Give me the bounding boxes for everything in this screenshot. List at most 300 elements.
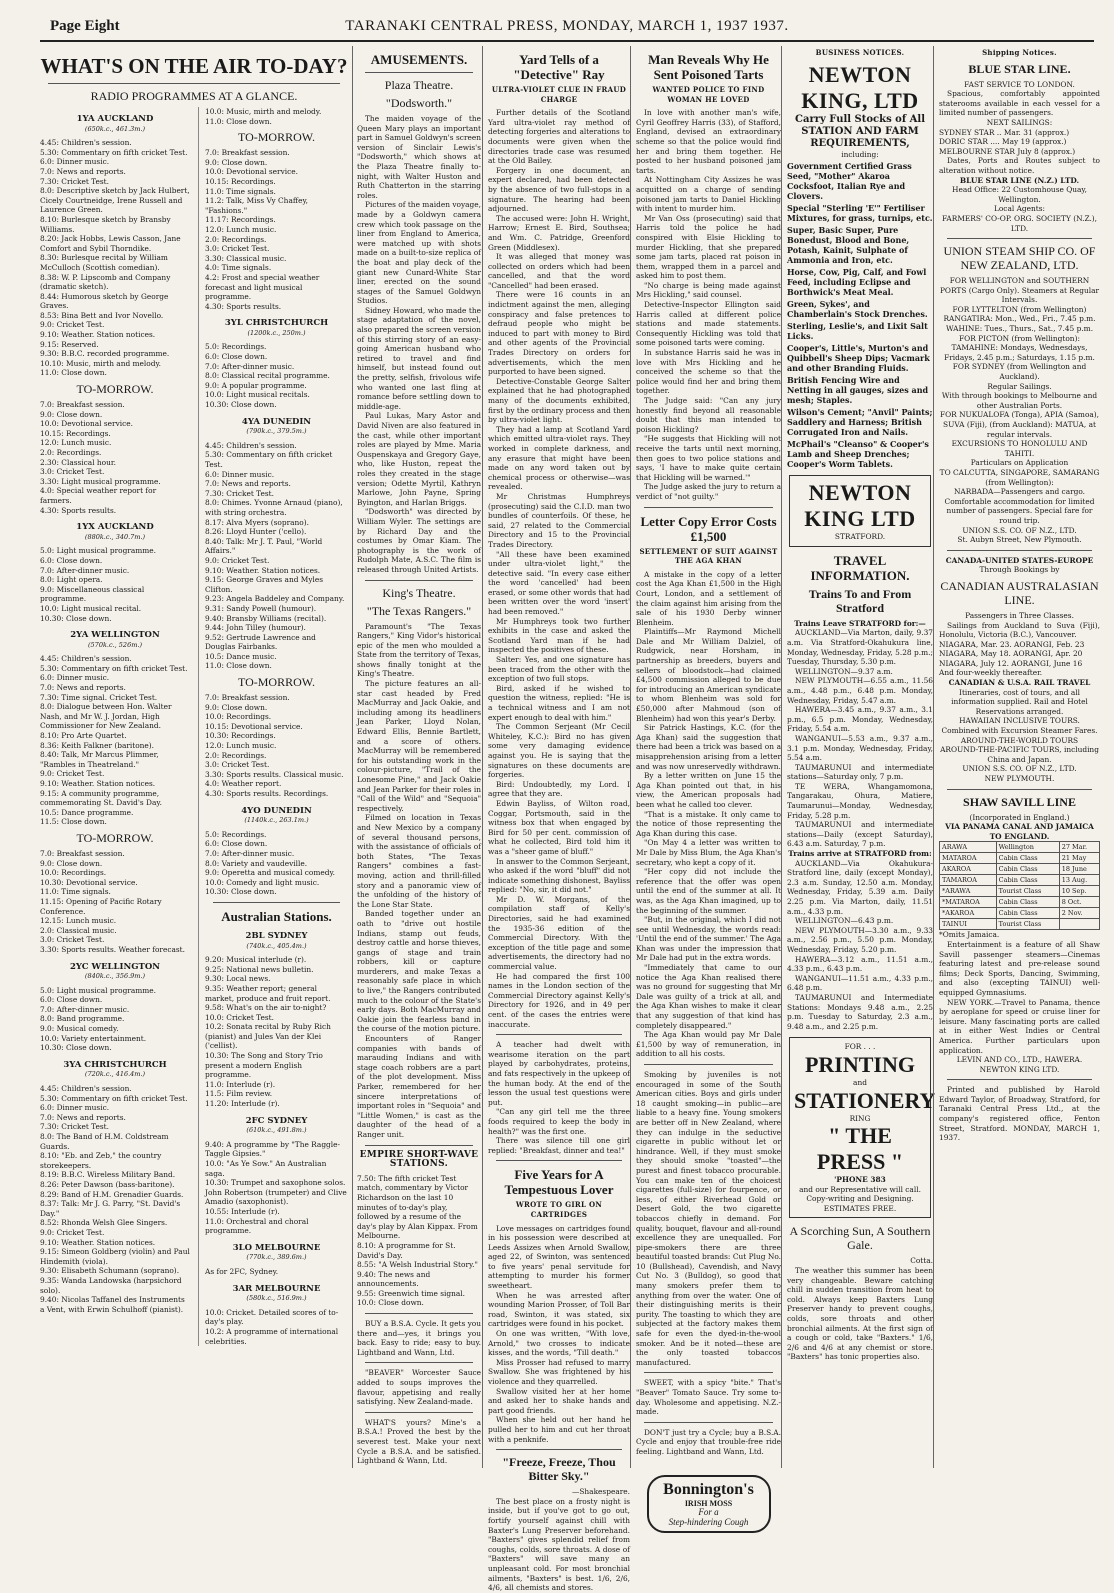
- ship-row: [940, 842, 1100, 853]
- ship-cell: 18 June: [1059, 864, 1099, 875]
- radio-left-column: [40, 107, 190, 1346]
- station-name: 3YA CHRISTCHURCH: [63, 1059, 167, 1070]
- divider: [644, 1422, 773, 1423]
- radio-subheading: RADIO PROGRAMMES AT A GLANCE.: [90, 89, 298, 103]
- programme-item: 10.0: Light musical recitals.: [205, 390, 310, 400]
- lyttelton-line: RANGATIRA: Mon., Wed., Fri., 7.45 p.m.: [943, 314, 1096, 324]
- programme-item: 9.40: A programme by "The Raggle-Taggle Gipsies.": [205, 1139, 341, 1159]
- article-paragraph: "All these have been examined under ultra-violet light," the detective said. "In every case either the word 'cancelled' had been erased, or some other words that had been written over the word 'insert' had been removed.": [488, 549, 630, 617]
- newton-king-item: McPhail's "Cleanso" & Cooper's Lamb and Sheep Drenches; Cooper's Worm Tablets.: [787, 439, 929, 470]
- tomorrow-heading: TO-MORROW.: [76, 830, 154, 845]
- programme-item: 9.40: Nicolas Taffanel des Instruments a Vent, with Erwin Schulhoff (pianist).: [40, 1295, 185, 1314]
- article-paragraph: Sir Patrick Hastings, K.C. (for the Aga Khan) said the suggestion that there had been a trick was based on a misapprehension arising from a letter and was now unreservedly withdrawn.: [636, 723, 781, 771]
- programme-item: 9.0: Operetta and musical comedy.: [205, 868, 336, 878]
- train-entry: WELLINGTON—9.37 a.m.: [795, 666, 893, 676]
- shortwave-item: 9.40: The news and announcements.: [357, 1269, 431, 1289]
- divider: [947, 789, 1092, 790]
- programme-item: 8.26: Lloyd Hunter ('cello).: [205, 527, 307, 537]
- programme-item: 10.15: Recordings.: [40, 428, 111, 438]
- programme-item: 11.20: Interlude (r).: [205, 1099, 280, 1109]
- articles-column-2: [630, 46, 782, 1527]
- article-paragraph: Swallow visited her at her home and asked her to shake hands and part good friends.: [488, 1386, 630, 1415]
- programme-item: 8.29: Band of H.M. Grenadier Guards.: [40, 1189, 184, 1199]
- sun-text: The weather this summer has been very changeable. Beware catching chill in sudden transition from heat to cold. Always keep Baxters Lung Preserver handy to prevent coughs, colds, sore throats and other bronchial ailments. At the first sign of a cough or cold, take "Baxters." 1/6, 2/6 and 4/6 at any chemist or store. "Baxters" has tonic properties also.: [787, 1266, 933, 1362]
- sydney-line: Regular Sailings.: [987, 381, 1052, 391]
- ship-cell: 10 Sep.: [1059, 886, 1099, 897]
- classified-ad: BUY a B.S.A. Cycle. It gets you there and—yes, it brings you back. Easy to ride; easy to buy. Lightband and Wann, Ltd.: [357, 1319, 481, 1357]
- article-paragraph: When he was arrested after wounding Marion Prosser, of Toll Bar road, Swinton, it was stated, six cartridges were found in his pocket.: [488, 1290, 630, 1329]
- bonningtons-ad: [647, 1475, 771, 1534]
- programme-item: 3.30: Sports results. Weather forecast.: [40, 944, 185, 954]
- newton-king-item: Wilson's Cement; "Anvil" Paints; Saddlery and Harness; British Corrugated Iron and Nails.: [787, 407, 933, 438]
- business-column: [781, 46, 936, 1468]
- station-name: 1YA AUCKLAND: [76, 114, 154, 124]
- ship-cell: *AKAROA: [940, 908, 997, 919]
- radio-subcolumns: [40, 107, 348, 1346]
- niagara-line: NIAGARA, July 12. AORANGI, June 16: [939, 658, 1083, 668]
- programme-item: 3.0: Cricket Test.: [205, 244, 270, 254]
- kings-heading: King's Theatre.: [382, 585, 456, 600]
- train-entry: TAUMARUNUI and Intermediate Stations: Mondays 9.48 a.m., 2.25 p.m. Tuesday to Saturday, 2.3 a.m., 9.48 a.m., and 2.25 p.m.: [787, 992, 933, 1031]
- programme-item: 9.15: George Graves and Myles Clifton.: [205, 575, 324, 594]
- letter-article: [636, 570, 781, 1059]
- sun-attribution: Cotta.: [910, 1256, 933, 1266]
- train-entry: WANGANUI—5.53 a.m., 9.37 a.m., 3.1 p.m. Monday, Wednesday, Friday, 5.54 a.m.: [787, 733, 933, 763]
- niagara-list: [939, 640, 1100, 678]
- yard-subhead: ULTRA-VIOLET CLUE IN FRAUD CHARGE: [491, 85, 627, 104]
- station-frequency: (880k.c., 340.7m.): [84, 532, 146, 541]
- article-paragraph: Miss Prosser had refused to marry Swallow. She was frightened by his violence and they quarrelled.: [488, 1357, 630, 1386]
- programme-item: 4.30: Sports results.: [40, 505, 117, 515]
- programme-item: 10.30: Recordings.: [205, 731, 276, 741]
- divider: [644, 507, 773, 508]
- entertainment-text: Entertainment is a feature of all Shaw Savill passenger steamers—Cinemas featuring latest and pre-release sound films; Deck Sports, Dancing, Swimming, and also (excepting TAINUI) well-equipped Gymnasiums.: [939, 939, 1100, 997]
- shortwave-item: 9.55: Greenwich time signal.: [357, 1288, 466, 1298]
- programme-item: 4.45: Children's session.: [40, 654, 132, 664]
- newton-king-item: Super, Basic Super, Pure Bonedust, Blood and Bone, Potash, Kainit, Sulphate of Ammonia and Iron, etc.: [787, 225, 910, 266]
- programme-item: 9.10: Weather. Station notices.: [40, 330, 156, 340]
- article-paragraph: Mr D. W. Morgans, of the compilation staff of Kelly's Directories, said he had examined the 1935-36 edition of the Commercial Directory. With the exception of the title page and some advertisements, the directory had no commercial value.: [488, 894, 630, 972]
- programme-item: 7.0: Breakfast session.: [40, 848, 125, 858]
- programme-item: 11.0: Time signals.: [40, 887, 111, 897]
- ship-row: [940, 853, 1100, 864]
- programme-item: 5.0: Light musical programme.: [40, 546, 156, 556]
- newton-king-ad-2: [789, 475, 931, 547]
- divider: [365, 1412, 473, 1413]
- rail-text: Itineraries, cost of tours, and all information supplied. Rail and Hotel Reservations arranged.: [951, 687, 1088, 716]
- programme-item: 12.0: Lunch music.: [205, 741, 277, 751]
- programme-item: 10.0: Cricket Test.: [205, 1012, 274, 1022]
- programme-item: 10.0: Recordings.: [205, 712, 272, 722]
- article-paragraph: Salter: Yes, and one signature has been traced from the other with the exception of two full stops.: [488, 655, 630, 684]
- print-for: FOR . . .: [844, 1042, 876, 1052]
- article-paragraph: In substance Harris said he was in love with Mrs Hickling and he conceived the scheme so that the police would find her and bring them together.: [636, 348, 781, 396]
- programme-item: 8.40: Talk, Mr Marcus Plimmer, "Rambles in Theatreland.": [40, 750, 159, 769]
- programme-item: 10.30: Trumpet and saxophone solos. John Robertson (trumpeter) and Clive Amadio (saxophonist).: [205, 1178, 347, 1207]
- programme-item: 7.0: News and reports.: [40, 166, 126, 176]
- canadian-classes: Passengers in Three Classes.: [965, 610, 1074, 620]
- programme-item: 8.26: Peter Dawson (bass-baritone).: [40, 1179, 175, 1189]
- lover-subhead: WROTE TO GIRL ON CARTRIDGES: [515, 1200, 603, 1219]
- amusements-column: [352, 46, 481, 1468]
- ship-cell: 13 Aug.: [1059, 875, 1099, 886]
- amusements-heading: AMUSEMENTS.: [370, 52, 468, 67]
- train-entry: HAWERA—3.45 a.m., 9.37 a.m., 3.1 p.m., 6.5 p.m. Monday, Wednesday, Friday, 5.54 a.m.: [787, 705, 933, 734]
- programme-item: 9.30: Elisabeth Schumann (soprano).: [40, 1266, 180, 1276]
- trains-arrive: Trains arrive at STRATFORD from:: [788, 849, 932, 859]
- programme-item: 7.0: Breakfast session.: [205, 693, 290, 703]
- nz-stations: [205, 107, 348, 897]
- programme-item: 8.30: Burlesque recital by William McCulloch (Scottish comedian).: [40, 253, 168, 272]
- article-paragraph: At Nottingham City Assizes he was acquitted on a charge of sending poisoned jam tarts to Daniel Hickling with intent to murder him.: [636, 175, 781, 214]
- print-press: " THE PRESS ": [816, 1123, 904, 1175]
- canadian-line: CANADIAN AUSTRALASIAN LINE.: [940, 578, 1099, 607]
- programme-item: 8.36: Keith Falkner (baritone).: [40, 740, 155, 750]
- programme-item: 9.10: Weather. Station notices.: [40, 779, 156, 788]
- sun-headline: A Scorching Sun, A Southern Gale.: [789, 1224, 931, 1253]
- ship-cell: Cabin Class: [996, 853, 1059, 864]
- newton-king-name-2: NEWTON KING LTD: [804, 480, 916, 532]
- frost-attribution: —Shakespeare.: [571, 1487, 630, 1497]
- programme-item: 9.30: Local news.: [205, 974, 271, 984]
- train-entry: AUCKLAND—Via Marton, daily, 9.37 a.m. Via Stratford-Okahukura line, Monday, Wednesday, Friday, 5.28 p.m.; Tuesday, Thursday, 5.30 p.m.: [787, 628, 933, 667]
- blue-star-text: Spacious, comfortably appointed staterooms available in each vessel for a limited number of passengers.: [939, 89, 1100, 118]
- programme-item: 10.0: Cricket. Detailed scores of to-day's play.: [205, 1307, 339, 1327]
- programme-item: 4.0: Weather report.: [205, 779, 282, 789]
- article-paragraph: Forgery in one document, an expert declared, had been detected by the absence of two full-stops in a signature. The hearing had been adjourned.: [488, 165, 630, 214]
- sydney-line: With through bookings to Melbourne and other Australian Ports.: [941, 391, 1098, 410]
- classified-ad: "BEAVER" Worcester Sauce added to soups improves the flavour, appetising and really satisfying. New Zealand-made.: [357, 1368, 481, 1407]
- cycle-ad: DON'T just try a Cycle; buy a B.S.A. Cycle and enjoy that trouble-free ride feeling. Lightband and Wann, Ltd.: [636, 1427, 781, 1456]
- omits-note: *Omits Jamaica.: [939, 930, 1000, 940]
- programme-item: 10.30: The Song and Story Trio present a modern English programme.: [205, 1051, 323, 1080]
- programme-item: 8.52: Rhonda Welsh Glee Singers.: [40, 1218, 168, 1228]
- programme-item: 9.0: Musical comedy.: [40, 1024, 119, 1034]
- station-frequency: (610k.c., 491.8m.): [246, 1126, 307, 1135]
- train-entry: HAWERA—3.12 a.m., 11.51 a.m., 4.33 p.m., 6.43 p.m.: [787, 954, 933, 974]
- programme-item: 5.30: Commentary on fifth cricket Test.: [40, 147, 188, 157]
- programme-item: 11.0: Close down.: [40, 368, 107, 378]
- station-name: 1YX AUCKLAND: [76, 522, 154, 533]
- programme-item: 12.0: Lunch music.: [40, 438, 112, 448]
- divider: [365, 1313, 473, 1314]
- nukualofa: FOR NUKUALOFA (Tonga), APIA (Samoa), SUVA (Fiji), (from Auckland): MATUA, at regular intervals.: [939, 410, 1100, 439]
- tomorrow-heading: TO-MORROW.: [237, 130, 315, 145]
- texas-article: [357, 622, 481, 1140]
- programme-item: 8.10: Pro Arte Quartet.: [40, 731, 127, 741]
- programme-item: 7.0: News and reports.: [40, 1112, 126, 1122]
- ship-cell: Cabin Class: [996, 864, 1059, 875]
- shaw-savill: SHAW SAVILL LINE: [963, 794, 1076, 809]
- niagara-line: NIAGARA, Mar. 23. AORANGI, Feb. 23: [939, 639, 1085, 649]
- article-paragraph: There was silence till one girl replied: "Breakfast, dinner and tea!": [488, 1136, 630, 1155]
- sailings-list: [939, 128, 1100, 157]
- programme-item: 9.10: Weather. Station notices.: [40, 1237, 156, 1247]
- union-office-line: UNION S.S. CO. OF N.Z., LTD.: [962, 525, 1077, 535]
- programme-item: 8.38: W. P. Lipscomb and Company (dramatic sketch).: [40, 272, 171, 292]
- ship-cell: *ARAWA: [940, 886, 997, 897]
- station-name: 2FC SYDNEY: [245, 1115, 308, 1126]
- divider: [48, 83, 340, 84]
- station-frequency: (840k.c., 356.9m.): [84, 972, 146, 981]
- train-entry: TAUMARUNUI and intermediate stations—Saturday only, 7 p.m.: [787, 762, 933, 782]
- divider: [947, 550, 1092, 551]
- programme-item: 10.5: Dance music.: [205, 651, 277, 661]
- programme-item: 4.0: Special weather report for farmers.: [40, 486, 157, 505]
- letter-headline: Letter Copy Error Costs £1,500: [640, 513, 777, 544]
- sailing-entry: MELBOURNE STAR July 8 (approx.): [939, 146, 1076, 156]
- bonningtons-slogan: Step-hindering Cough: [668, 1516, 749, 1527]
- radio-right-column: [198, 107, 348, 1346]
- divider: [365, 580, 473, 581]
- programme-item: 8.20: Jack Hobbs, Lewis Casson, Jane Comfort and Sybil Thorndike.: [40, 234, 181, 253]
- divider: [947, 238, 1092, 239]
- shortwave-list: [357, 1174, 481, 1308]
- articles-column-1: [482, 46, 630, 1593]
- shortwave-heading: EMPIRE SHORT-WAVE STATIONS.: [359, 1149, 479, 1170]
- shortwave-item: 10.0: Close down.: [357, 1298, 424, 1308]
- print-rep: and our Representative will call.: [799, 1184, 921, 1194]
- programme-item: 9.35: Weather report; general market, produce and fruit report.: [205, 983, 331, 1003]
- printing-ad: [789, 1037, 936, 1218]
- article-paragraph: Detective-Inspector Ellington said Harris called at different police stations and made statements. Consequently Hickling was told that some poisoned tarts were coming.: [636, 300, 781, 348]
- page-number: Page Eight: [50, 18, 120, 34]
- print-ring: RING: [849, 1113, 871, 1123]
- article-paragraph: When she held out her hand he pulled her to him and cut her throat with a penknife.: [488, 1415, 630, 1444]
- picton-line: FOR PICTON (from Wellington):: [959, 333, 1080, 343]
- station-frequency: (570k.c., 526m.): [88, 640, 142, 649]
- programme-item: 2.0: Recordings.: [40, 448, 102, 457]
- programme-item: 9.0: Cricket Test.: [40, 1227, 105, 1237]
- sailing-entry: SYDNEY STAR .. Mar. 31 (approx.): [939, 127, 1070, 137]
- programme-item: 9.0: Close down.: [205, 157, 268, 167]
- newton-king-item: Cooper's, Little's, Murton's and Quibbell's Sheep Dips; Vacmark and other Branding Fluids.: [787, 343, 930, 374]
- programme-item: 7.30: Cricket Test.: [40, 176, 109, 186]
- programme-item: 2.0: Recordings.: [205, 750, 267, 760]
- programme-item: 8.0: Chimes. Yvonne Arnaud (piano), with string orchestra.: [205, 498, 343, 517]
- article-paragraph: The Judge asked the jury to return a verdict of "not guilty.": [636, 482, 781, 501]
- programme-item: 3.30: Classical music.: [205, 253, 287, 263]
- programme-item: 11.5: Film review.: [205, 1089, 273, 1099]
- station-frequency: (790k.c., 379.5m.): [246, 427, 307, 436]
- shipping-column: [933, 46, 1100, 1468]
- bonningtons-for: For a: [698, 1507, 719, 1518]
- ship-cell: [1059, 919, 1099, 930]
- programme-item: 10.2: A programme of international celebrities.: [205, 1326, 339, 1346]
- programme-item: 6.0: Close down.: [205, 839, 268, 849]
- programme-item: 5.0: Recordings.: [205, 342, 267, 352]
- travel-heading: TRAVEL INFORMATION.: [810, 552, 910, 583]
- programme-item: 9.52: Gertrude Lawrence and Douglas Fairbanks.: [205, 632, 316, 652]
- sydney-sailings: [939, 362, 1100, 410]
- programme-item: 7.0: After-dinner music.: [40, 1004, 130, 1014]
- station-name: 3LO MELBOURNE: [232, 1242, 321, 1253]
- programme-item: 8.44: Humorous sketch by George Graves.: [40, 291, 169, 311]
- programme-item: 4.30: Sports results. Recordings.: [205, 789, 329, 798]
- programme-item: 11.0: Orchestral and choral programme.: [205, 1216, 309, 1236]
- station-name: 4YO DUNEDIN: [241, 805, 312, 816]
- programme-item: 2.0: Recordings.: [205, 234, 267, 244]
- newton-king-item: Horse, Cow, Pig, Calf, and Fowl Feed, including Eclipse and Borthwick's Meat Meal.: [787, 267, 927, 298]
- programme-item: 9.44: John Tilley (humour).: [205, 623, 306, 633]
- tarts-subhead: WANTED POLICE TO FIND WOMAN HE LOVED: [652, 85, 765, 104]
- union-office: [939, 526, 1100, 545]
- radio-column: [40, 46, 348, 1468]
- ship-cell: ARAWA: [940, 842, 997, 853]
- programme-item: 9.15: Simeon Goldberg (violin) and Paul Hindemith (viola).: [40, 1247, 190, 1266]
- shortwave-item: 7.50: The fifth cricket Test match, commentary by Victor Richardson on the last 10 minutes of to-day's play, followed by a resume of the day's play by Alan Kippax. From Melbourne.: [357, 1173, 478, 1241]
- station-frequency: (580k.c., 516.9m.): [246, 1294, 307, 1303]
- programme-item: 8.0: Light opera.: [40, 575, 103, 585]
- tomorrow-heading: TO-MORROW.: [76, 382, 154, 397]
- programme-item: 6.0: Dinner music.: [40, 1103, 110, 1113]
- station-frequency: (770k.c., 389.6m.): [246, 1253, 307, 1262]
- local-agents-name: FARMERS' CO-OP. ORG. SOCIETY (N.Z.), LTD.: [941, 213, 1098, 233]
- programme-item: 8.37: Talk: Mr J. G. Parry, "St. David's Day.": [40, 1199, 181, 1218]
- letter-subhead: SETTLEMENT OF SUIT AGAINST THE AGA KHAN: [639, 546, 778, 566]
- article-paragraph: Love messages on cartridges found in his possession were described at Leeds Assizes when Arnold Swallow, aged 22, of Swinton, was sentenced to five years' penal servitude for attempting to murder his former sweetheart.: [488, 1223, 630, 1291]
- article-paragraph: Paramount's "The Texas Rangers," King Vidor's historical epic of the men who moulded a State from the territory of Texas, shows finally tonight at the King's Theatre.: [357, 621, 481, 679]
- print-estimates: ESTIMATES FREE.: [823, 1203, 897, 1213]
- article-paragraph: Further details of the Scotland Yard ultra-violet ray method of detecting forgeries and alterations to documents were given when the directories trade case was resumed at the Old Bailey.: [488, 108, 630, 166]
- article-paragraph: A mistake in the copy of a letter cost the Aga Khan £1,500 in the High Court, London, and a settlement of the claim against him arising from the sale of his 1930 Derby winner Blenheim.: [636, 569, 781, 627]
- programme-item: 10.30: Close down.: [40, 1043, 112, 1053]
- programme-item: 6.0: Close down.: [40, 995, 103, 1005]
- dodsworth-article: [357, 114, 481, 575]
- station-frequency: (1200k.c., 250m.): [247, 328, 306, 337]
- sydney-line: FOR SYDNEY (from Wellington and Auckland).: [952, 362, 1087, 382]
- honolulu-line: Particulars on Application: [970, 458, 1069, 468]
- blue-star-name: BLUE STAR LINE.: [968, 61, 1071, 76]
- divider: [365, 72, 473, 73]
- article-paragraph: Pictures of the maiden voyage, made by a Goldwyn camera crew which took passage on the liner from England to America, were matched up with shots made on a built-to-size replica of the boat and play deck of the giant new Cunard-White Star liner, erected on the sound stages of the Samuel Goldwyn Studios.: [357, 200, 481, 306]
- texas-heading: "The Texas Rangers.": [366, 603, 472, 618]
- train-arrivals: [787, 859, 933, 1032]
- ship-cell: *MATAROA: [940, 897, 997, 908]
- programme-item: 11.0: Time signals.: [205, 186, 276, 196]
- article-paragraph: Mr Van Oss (prosecuting) said that Harris told the police he had conspired with Elsie Hickling to murder Hickling, that she prepared some jam tarts, placed rat poison in them, wrapped them in a parcel and asked him to post them.: [636, 213, 781, 281]
- article-paragraph: Filmed on location in Texas and New Mexico by a company of several thousand persons, with the assistance of officials of both States, "The Texas Rangers" combines a fast-moving, action and thrill-filled story and a panoramic view of the unfolding of the history of the Lone Star State.: [357, 813, 481, 909]
- ship-row: [940, 908, 1100, 919]
- programme-item: 11.0: Close down.: [205, 116, 272, 126]
- train-entry: NEW PLYMOUTH—6.55 a.m., 11.56 a.m., 4.48 p.m., 6.48 p.m. Monday, Wednesday, Friday, 5.47 a.m.: [787, 676, 933, 705]
- programme-item: 9.23: Angela Baddeley and Company.: [205, 594, 345, 604]
- newton-king-lead: Carry Full Stocks of All STATION AND FARM REQUIREMENTS,: [795, 113, 925, 149]
- programme-item: 9.15: Reserved.: [40, 339, 99, 349]
- programme-item: 8.0: Descriptive sketch by Jack Hulbert, Cicely Courtneidge, Irene Russell and Laurence Green.: [40, 186, 190, 215]
- article-paragraph: In answer to the Common Serjeant, who asked if the word "bluff" did not indicate something dishonest, Bayliss replied: "No, sir, it did not.": [488, 856, 630, 895]
- article-paragraph: "No charge is being made against Mrs Hickling," said counsel.: [636, 280, 781, 300]
- divider: [496, 1034, 622, 1035]
- programme-item: As for 2FC, Sydney.: [205, 1266, 279, 1276]
- ship-cell: TAMAROA: [940, 875, 997, 886]
- yard-headline: Yard Tells of a "Detective" Ray: [513, 52, 605, 82]
- bonningtons-name: Bonnington's: [663, 1480, 754, 1498]
- newton-king-item: Government Certified Grass Seed, "Mother" Akaroa Cocksfoot, Italian Rye and Clovers.: [787, 161, 912, 202]
- programme-item: 10.15: Devotional service.: [205, 721, 303, 731]
- programme-item: 9.15: A community programme, commemorating St. David's Day.: [40, 788, 162, 808]
- shortwave-item: 8.10: A programme for St. David's Day.: [357, 1240, 456, 1260]
- programme-item: 7.0: Breakfast session.: [205, 148, 290, 158]
- plaza-heading: Plaza Theatre.: [384, 78, 454, 92]
- programme-item: 6.0: Close down.: [205, 352, 268, 362]
- programme-item: 9.58: What's on the air to-night?: [205, 1003, 327, 1013]
- ship-cell: Cabin Class: [996, 897, 1059, 908]
- programme-item: 12.15: Lunch music.: [40, 916, 117, 926]
- programme-item: 6.0: Dinner music.: [40, 673, 110, 683]
- programme-item: 4.45: Children's session.: [205, 440, 297, 450]
- programme-item: 8.0: Dialogue between Hon. Walter Nash, and Mr W. J. Jordan, High Commissioner for New Zealand.: [40, 702, 172, 731]
- print-phone: 'PHONE 383: [834, 1175, 886, 1185]
- newton-king-name: NEWTON KING, LTD: [801, 61, 919, 113]
- divider: [213, 902, 340, 903]
- programme-item: 5.30: Commentary on fifth cricket Test.: [40, 663, 188, 673]
- divider: [644, 1064, 773, 1065]
- programme-item: 6.0: Dinner music.: [205, 469, 275, 479]
- levin-agents: LEVIN AND CO., LTD., HAWERA. NEWTON KING LTD.: [956, 1055, 1083, 1074]
- programme-item: 7.30: Cricket Test.: [40, 1122, 109, 1132]
- blue-star-ltd: BLUE STAR LINE (N.Z.) LTD.: [959, 175, 1080, 185]
- train-departures: [787, 628, 933, 849]
- programme-item: 12.0: Lunch music.: [205, 224, 277, 234]
- programme-item: 3.30: Sports results. Classical music.: [205, 769, 344, 779]
- local-agents: Local Agents:: [993, 204, 1046, 214]
- trains-heading: Trains To and From Stratford: [808, 586, 912, 615]
- picton-sailings: [939, 334, 1100, 363]
- australian-heading: Australian Stations.: [221, 908, 332, 924]
- article-paragraph: "On May 4 a letter was written to Mr Dale by Miss Blum, the Aga Khan's secretary, who kept a copy of it.: [636, 838, 781, 867]
- programme-item: 8.0: Band programme.: [40, 1014, 125, 1024]
- programme-item: 3.0: Cricket Test.: [205, 760, 270, 770]
- programme-item: 6.0: Close down.: [40, 555, 103, 565]
- programme-item: 8.17: Alva Myers (soprano).: [205, 517, 309, 527]
- programme-item: 2.0: Classical music.: [40, 925, 117, 935]
- programme-item: 10.2: Sonata recital by Ruby Rich (pianist) and Jules Van der Klei ('cellist).: [205, 1022, 331, 1051]
- panama-route: VIA PANAMA CANAL AND JAMAICA TO ENGLAND.: [945, 822, 1094, 841]
- radio-heading: WHAT'S ON THE AIR TO-DAY?: [40, 54, 348, 78]
- divider: [947, 1079, 1092, 1080]
- ship-cell: Wellington: [996, 842, 1059, 853]
- programme-item: 4.2: Frost and special weather forecast and light musical programme.: [205, 272, 320, 302]
- ship-row: [940, 886, 1100, 897]
- programme-item: 11.15: Opening of Pacific Rotary Conference.: [40, 896, 162, 916]
- programme-item: 8.10: Burlesque sketch by Bransby Williams.: [40, 214, 171, 234]
- ship-cell: Cabin Class: [996, 908, 1059, 919]
- programme-item: 10.0: Devotional service.: [40, 419, 133, 429]
- niagara-line: NIAGARA, May 18. AORANGI, Apr. 20: [939, 649, 1083, 659]
- programme-item: 9.0: Close down.: [40, 409, 103, 419]
- programme-item: 10.30: Devotional service.: [40, 877, 138, 887]
- amusement-ads: [357, 1313, 481, 1466]
- shortwave-item: 8.55: "A Welsh Industrial Story.": [357, 1260, 478, 1270]
- article-paragraph: Sidney Howard, who made the stage adaptation of the novel, also prepared the screen version of this stirring story of an easy-going American husband who retired to travel and find himself, but instead found out the pretty, selfish, frivolous wife who wanted one last fling at romance before settling down to middle-age.: [357, 305, 481, 411]
- tarts-article: [636, 108, 781, 501]
- article-paragraph: Edwin Bayliss, of Wilton road, Coggar, Portsmouth, said in the witness box that when engaged by Bird for 50 per cent. commission of what he collected, Bird told him it was a "sheer game of bluff.": [488, 798, 630, 856]
- train-entry: WANGANUI—11.51 a.m., 4.33 p.m., 6.48 p.m.: [787, 973, 933, 993]
- programme-item: 8.0: Variety and vaudeville.: [205, 858, 308, 868]
- programme-item: 10.0: "As Ye Sow." An Australian saga.: [205, 1159, 327, 1178]
- article-paragraph: Plaintiffs—Mr Raymond Michell Dale and Mr William Dalziel, of Rudgwick, near Horsham, in partnership as breeders, buyers and sellers of bloodstock—had claimed £4,500 commission alleged to be due for introducing an American syndicate to whom Blenheim was sold for £50,000 after Mahmoud (son of Blenheim) had won this year's Derby.: [636, 627, 781, 723]
- lyttelton-line: FOR LYTTELTON (from Wellington): [952, 304, 1087, 314]
- imprint: Printed and published by Harold Edward Taylor, of Broadway, Stratford, for Taranaki Central Press Ltd., at the company's registered office, Fenton Street, Stratford. MONDAY, MARCH 1, 1937.: [939, 1085, 1100, 1143]
- programme-item: 3.30: Light musical programme.: [40, 476, 161, 486]
- classified-ad: WHAT'S yours? Mine's a B.S.A.! Proved the best by the severest test. Make your next Cycle a B.S.A. and be satisfied. Lightband & Wann, Ltd.: [357, 1417, 481, 1466]
- divider: [365, 1362, 473, 1363]
- programme-item: 11.0: Interlude (r).: [205, 1079, 276, 1089]
- business-heading: BUSINESS NOTICES.: [815, 48, 905, 57]
- programme-item: 11.2: Talk, Miss Vy Chaffey, "Fashions.": [205, 196, 309, 215]
- station-name: 4YA DUNEDIN: [241, 416, 312, 427]
